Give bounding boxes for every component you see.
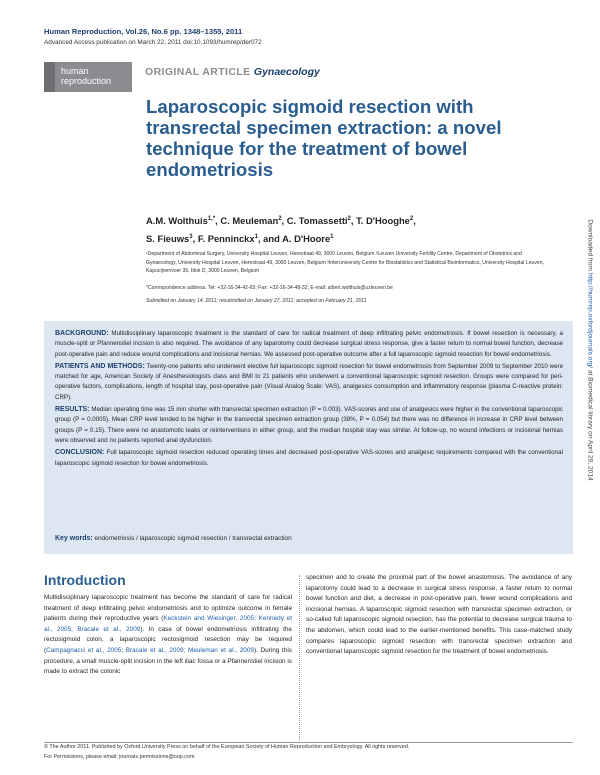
intro-text: Multidisciplinary laparoscopic treatment has become the standard of care for radical treatment of deep infiltrating pelvic endometriosis and to optimize outcome in female patients during their reproductive years ( — [44, 594, 292, 623]
abstract-box — [44, 321, 573, 554]
introduction-column-1 — [44, 593, 292, 678]
author-affil-mark: 2 — [278, 216, 282, 222]
permissions-notice: For Permissions, please email: journals.permissions@oup.com — [44, 754, 195, 760]
author-name[interactable]: A. D'Hoore — [282, 233, 331, 245]
intro-text: ). In case of bowel endometriosis infiltrating the rectosigmoid colon, a laparoscopic rectosigmoid resection may be required ( — [44, 625, 292, 654]
abstract-conclusion — [55, 448, 563, 469]
author-name[interactable]: F. Penninckx — [197, 233, 255, 245]
author-name[interactable]: C. Meuleman — [220, 215, 279, 227]
citation-link[interactable]: Keckstein and Wiesinger, 2005; Kennedy et al., 2005; Bracale et al., 2009 — [44, 615, 292, 633]
keywords — [55, 535, 292, 542]
conclusion-text: Full laparoscopic sigmoid resection reduced operating times and decreased post-operative VAS-scores and analgesic requirements compared with the conventional laparoscopic sigmoid resection for bowel endometriosis. — [55, 449, 563, 467]
download-prefix: Downloaded from — [586, 219, 594, 273]
abstract-background — [55, 329, 563, 360]
methods-label: PATIENTS AND METHODS: — [55, 362, 145, 370]
abstract-results — [55, 405, 563, 446]
column-divider — [299, 575, 300, 743]
conclusion-label: CONCLUSION: — [55, 449, 105, 457]
article-title: Laparoscopic sigmoid resection with transrectal specimen extraction: a novel technique for the treatment of bowel endometriosis — [146, 96, 502, 180]
author-affil-mark: 1 — [254, 234, 258, 241]
logo-line-2: reproduction — [61, 76, 112, 86]
download-watermark — [587, 219, 594, 480]
methods-text: Twenty-one patients who underwent elective full laparoscopic sigmoid resection for bowel endometriosis from September 2009 to September 2010 were matched for age, American Society of Anesthesiologists class and BMI to 21 patients who underwent a conventional laparoscopic sigmoid resection. Groups were compared for peri-operative factors, complications, length of hospital stay, post-operative pain (Visual Analog Scale: VAS), analgesics consumption and inflammatory response (plasma C-reactive protein: CRP). — [55, 362, 564, 401]
author-affil-mark: 1 — [330, 234, 334, 241]
section-subtype: Gynaecology — [253, 66, 320, 78]
journal-citation: Human Reproduction, Vol.26, No.6 pp. 1348–1355, 2011 — [44, 27, 243, 36]
copyright-notice: © The Author 2011. Published by Oxford University Press on behalf of the European Society of Human Reproduction and Embryology. All rights reserved. — [44, 744, 410, 750]
author-list — [146, 211, 566, 247]
intro-text: ). During this procedure, a small muscle-split incision in the left iliac fossa or a Pfannenstiel incision is made to extract the colonic — [44, 646, 292, 676]
citation-link[interactable]: Campagnacci et al., 2005; Bracale et al., 2009; Meuleman et al., 2009 — [46, 646, 254, 654]
author-separator: , — [192, 233, 198, 245]
correspondence: *Correspondence address. Tel: +32-16-34-42-65; Fax: +32-16-34-48-32; E-mail: albert.wolthuis@uzleuven.be — [146, 285, 393, 291]
background-text: Multidisciplinary laparoscopic treatment is the standard of care for radical treatment of deep infiltrating pelvic endometriosis. If bowel resection is necessary, a muscle-split or Pfannenstiel incision is also required. The avoidance of any laparotomy could decrease surgical stress response, give a faster return to normal bowel function, decrease post-operative pain and reduce wound complications and incisional hernias. We assessed post-operative outcome after a full laparoscopic sigmoid resection for bowel endometriosis. — [55, 330, 563, 358]
author-affil-mark: 2 — [409, 216, 414, 222]
author-name[interactable]: S. Fieuws — [146, 233, 190, 245]
download-suffix: at Biomedical library on April 29, 2014 — [586, 368, 594, 481]
advance-access-line: Advanced Access publication on March 22, 2011 doi:10.1093/humrep/der072 — [44, 39, 262, 46]
results-label: RESULTS: — [55, 406, 90, 414]
intro-text: specimen and to create the proximal part of the bowel anastomosis. The avoidance of any laparotomy could lead to a decrease in surgical stress response, a faster return to normal bowel function and diet, a decrease in post-operative pain, fewer wound complications and incisional hernias. A laparoscopic sigmoid resection with transrectal specimen extraction, or so-called full laparoscopic sigmoid resection, has the potential to decrease surgical trauma to the abdomen, which could lead to the earlier-mentioned benefits. This case-matched study compares laparoscopic sigmoid resection with transrectal specimen extraction and conventional laparoscopic sigmoid resection for the treatment of bowel endometriosis. — [306, 574, 572, 656]
journal-url-link[interactable]: http://humrep.oxfordjournals.org/ — [586, 272, 594, 369]
keywords-text: endometriosis / laparoscopic sigmoid resection / transrectal extraction — [94, 535, 292, 542]
abstract-body — [55, 329, 563, 471]
author-separator: , — [413, 215, 416, 227]
author-separator: , — [215, 215, 221, 227]
article-section — [145, 66, 320, 78]
author-name[interactable]: A.M. Wolthuis — [146, 215, 208, 227]
journal-logo — [44, 62, 132, 92]
logo-line-1: human — [61, 66, 89, 76]
submission-dates: Submitted on January 14, 2011; resubmitted on January 27, 2011; accepted on February 21, 2011 — [146, 298, 367, 304]
author-affil-mark: 3 — [189, 234, 193, 241]
author-affil-mark: 1,* — [207, 216, 216, 222]
keywords-label: Key words: — [55, 535, 93, 542]
author-separator: , — [281, 215, 287, 227]
abstract-methods — [55, 362, 563, 403]
footer-divider — [44, 742, 573, 743]
author-separator: , and — [257, 233, 283, 245]
author-name[interactable]: C. Tomassetti — [286, 215, 348, 227]
section-type: ORIGINAL ARTICLE — [145, 66, 251, 78]
affiliations: ¹Department of Abdominal Surgery, University Hospital Leuven, Herestraat 49, 3000 Leuven, Belgium ²Leuven University Fertility Centre, Department of Obstetrics and Gynaecology, University Hospital Leuven, Herestraat 49, 3000 Leuven, Belgium ³Interuniversity Centre for Biostatistics and Statistical Bioinformatics, University Hospital Leuven, Kapucijnenvoer 35, blok D, 3000 Leuven, Belgium — [146, 251, 544, 275]
author-name[interactable]: T. D'Hooghe — [356, 215, 410, 227]
introduction-heading: Introduction — [44, 572, 126, 588]
logo-bar — [44, 62, 55, 92]
results-text: Median operating time was 15 min shorter with transrectal specimen extraction (P = 0.003). VAS-scores and use of analgesics were higher in the conventional laparoscopic group (P = 0.0005). Mean CRP level tended to be higher in the transrectal specimen extraction group (38%, P = 0.054) but there was no difference in increase in CRP level between groups (P = 0.15). There were no anastomotic leaks or reinterventions in either group, and the median hospital stay was similar. At follow-up, no wound infections or incisional hernias were observed and no patients reported anal dysfunction. — [55, 406, 563, 444]
author-separator: , — [350, 215, 357, 227]
author-affil-mark: 2 — [347, 216, 351, 222]
background-label: BACKGROUND: — [55, 330, 109, 337]
introduction-column-2 — [306, 573, 572, 658]
